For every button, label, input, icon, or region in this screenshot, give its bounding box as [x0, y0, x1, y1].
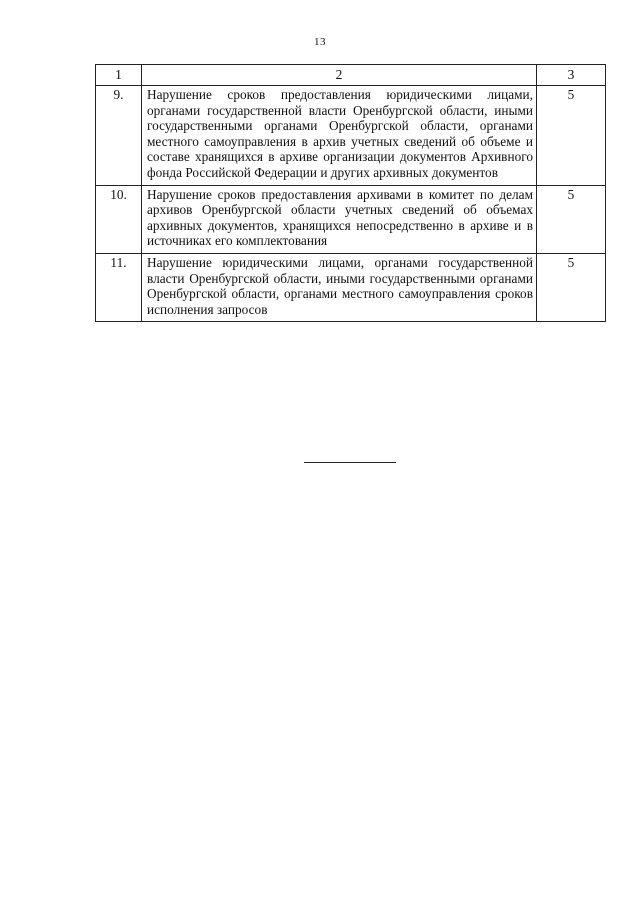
table-row	[96, 253, 606, 321]
header-col-2: 2	[142, 65, 537, 86]
row-description: Нарушение юридическими лицами, органами государственной власти Оренбургской области, иными государственными органами Оренбургской области, органами местного самоуправления сроков исполнения запросов	[142, 253, 537, 321]
header-col-3: 3	[537, 65, 606, 86]
row-value: 5	[537, 185, 606, 253]
table-row	[96, 86, 606, 186]
row-description: Нарушение сроков предоставления юридическими лицами, органами государственной власти Оренбургской области, иными государственными органами Оренбургской области, органами местного самоуправления в архив учетных сведений об объеме и составе хранящихся в архиве организации документов Архивного фонда Российской Федерации и других архивных документов	[142, 86, 537, 186]
row-description: Нарушение сроков предоставления архивами в комитет по делам архивов Оренбургской области учетных сведений об объемах архивных документов, хранящихся непосредственно в архиве и в источниках его комплектования	[142, 185, 537, 253]
data-table	[95, 64, 606, 322]
table-header-row	[96, 65, 606, 86]
row-number: 11.	[96, 253, 142, 321]
table-row	[96, 185, 606, 253]
row-value: 5	[537, 86, 606, 186]
row-number: 9.	[96, 86, 142, 186]
end-divider-line	[304, 462, 396, 463]
header-col-1: 1	[96, 65, 142, 86]
page-number: 13	[314, 36, 326, 48]
row-value: 5	[537, 253, 606, 321]
row-number: 10.	[96, 185, 142, 253]
